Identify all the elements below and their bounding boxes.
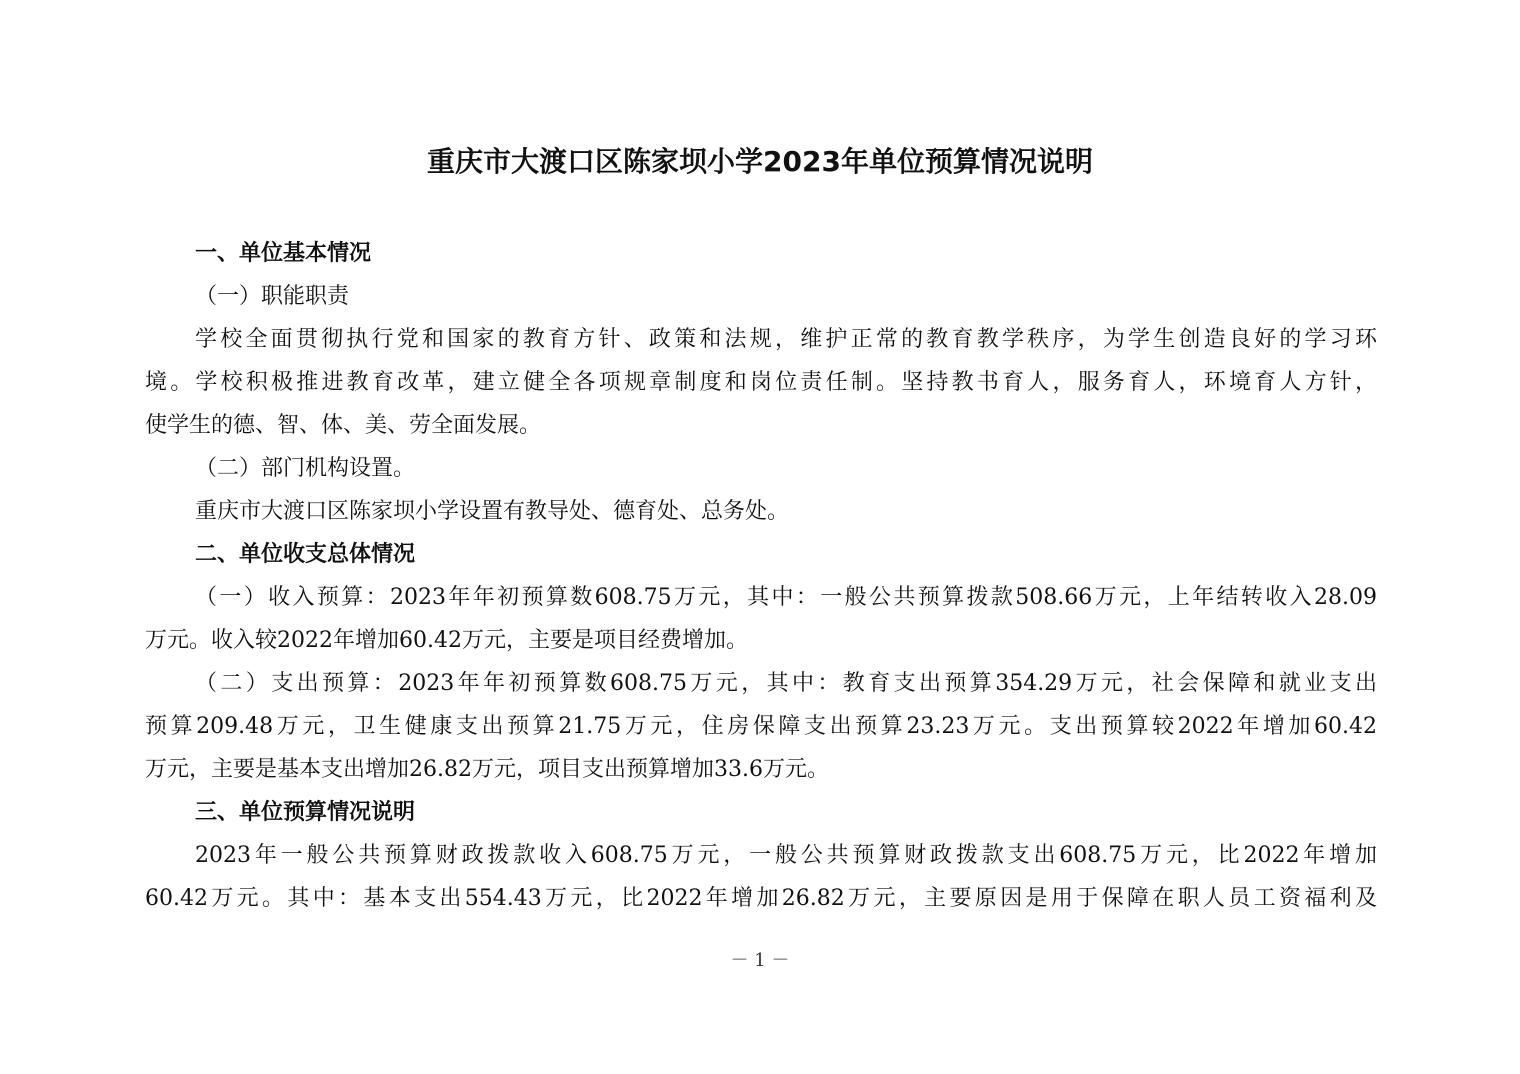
paragraph-line: （一）收入预算：2023年年初预算数608.75万元，其中：一般公共预算拨款508.66万元，上年结转收入28.09 xyxy=(195,585,1377,610)
paragraph-line: 万元，主要是基本支出增加26.82万元，项目支出预算增加33.6万元。 xyxy=(145,757,829,782)
paragraph-line: 预算209.48万元，卫生健康支出预算21.75万元，住房保障支出预算23.23万元。支出预算较2022年增加60.42 xyxy=(145,714,1377,739)
document-body xyxy=(145,232,1377,920)
paragraph-line: （二）支出预算：2023年年初预算数608.75万元，其中：教育支出预算354.29万元，社会保障和就业支出 xyxy=(195,671,1377,696)
paragraph-line: 学校全面贯彻执行党和国家的教育方针、政策和法规，维护正常的教育教学秩序，为学生创造良好的学习环 xyxy=(195,327,1377,352)
paragraph-line: 使学生的德、智、体、美、劳全面发展。 xyxy=(145,413,542,438)
subsection-heading-1-1: （一）职能职责 xyxy=(195,284,350,309)
paragraph-line: 万元。收入较2022年增加60.42万元，主要是项目经费增加。 xyxy=(145,628,748,653)
document-title: 重庆市大渡口区陈家坝小学2023年单位预算情况说明 xyxy=(427,145,1093,178)
subsection-heading-1-2: （二）部门机构设置。 xyxy=(195,456,416,481)
paragraph-line: 境。学校积极推进教育改革，建立健全各项规章制度和岗位责任制。坚持教书育人，服务育人，环境育人方针， xyxy=(145,370,1377,395)
section-heading-3: 三、单位预算情况说明 xyxy=(195,800,416,825)
paragraph-line: 60.42万元。其中：基本支出554.43万元，比2022年增加26.82万元，主要原因是用于保障在职人员工资福利及 xyxy=(145,886,1377,911)
section-heading-2: 二、单位收支总体情况 xyxy=(195,542,416,567)
paragraph-line: 重庆市大渡口区陈家坝小学设置有教导处、德育处、总务处。 xyxy=(195,499,790,524)
section-heading-1: 一、单位基本情况 xyxy=(195,241,372,266)
paragraph-line: 2023年一般公共预算财政拨款收入608.75万元，一般公共预算财政拨款支出608.75万元，比2022年增加 xyxy=(195,843,1377,868)
page-number: － 1 － xyxy=(730,950,790,971)
